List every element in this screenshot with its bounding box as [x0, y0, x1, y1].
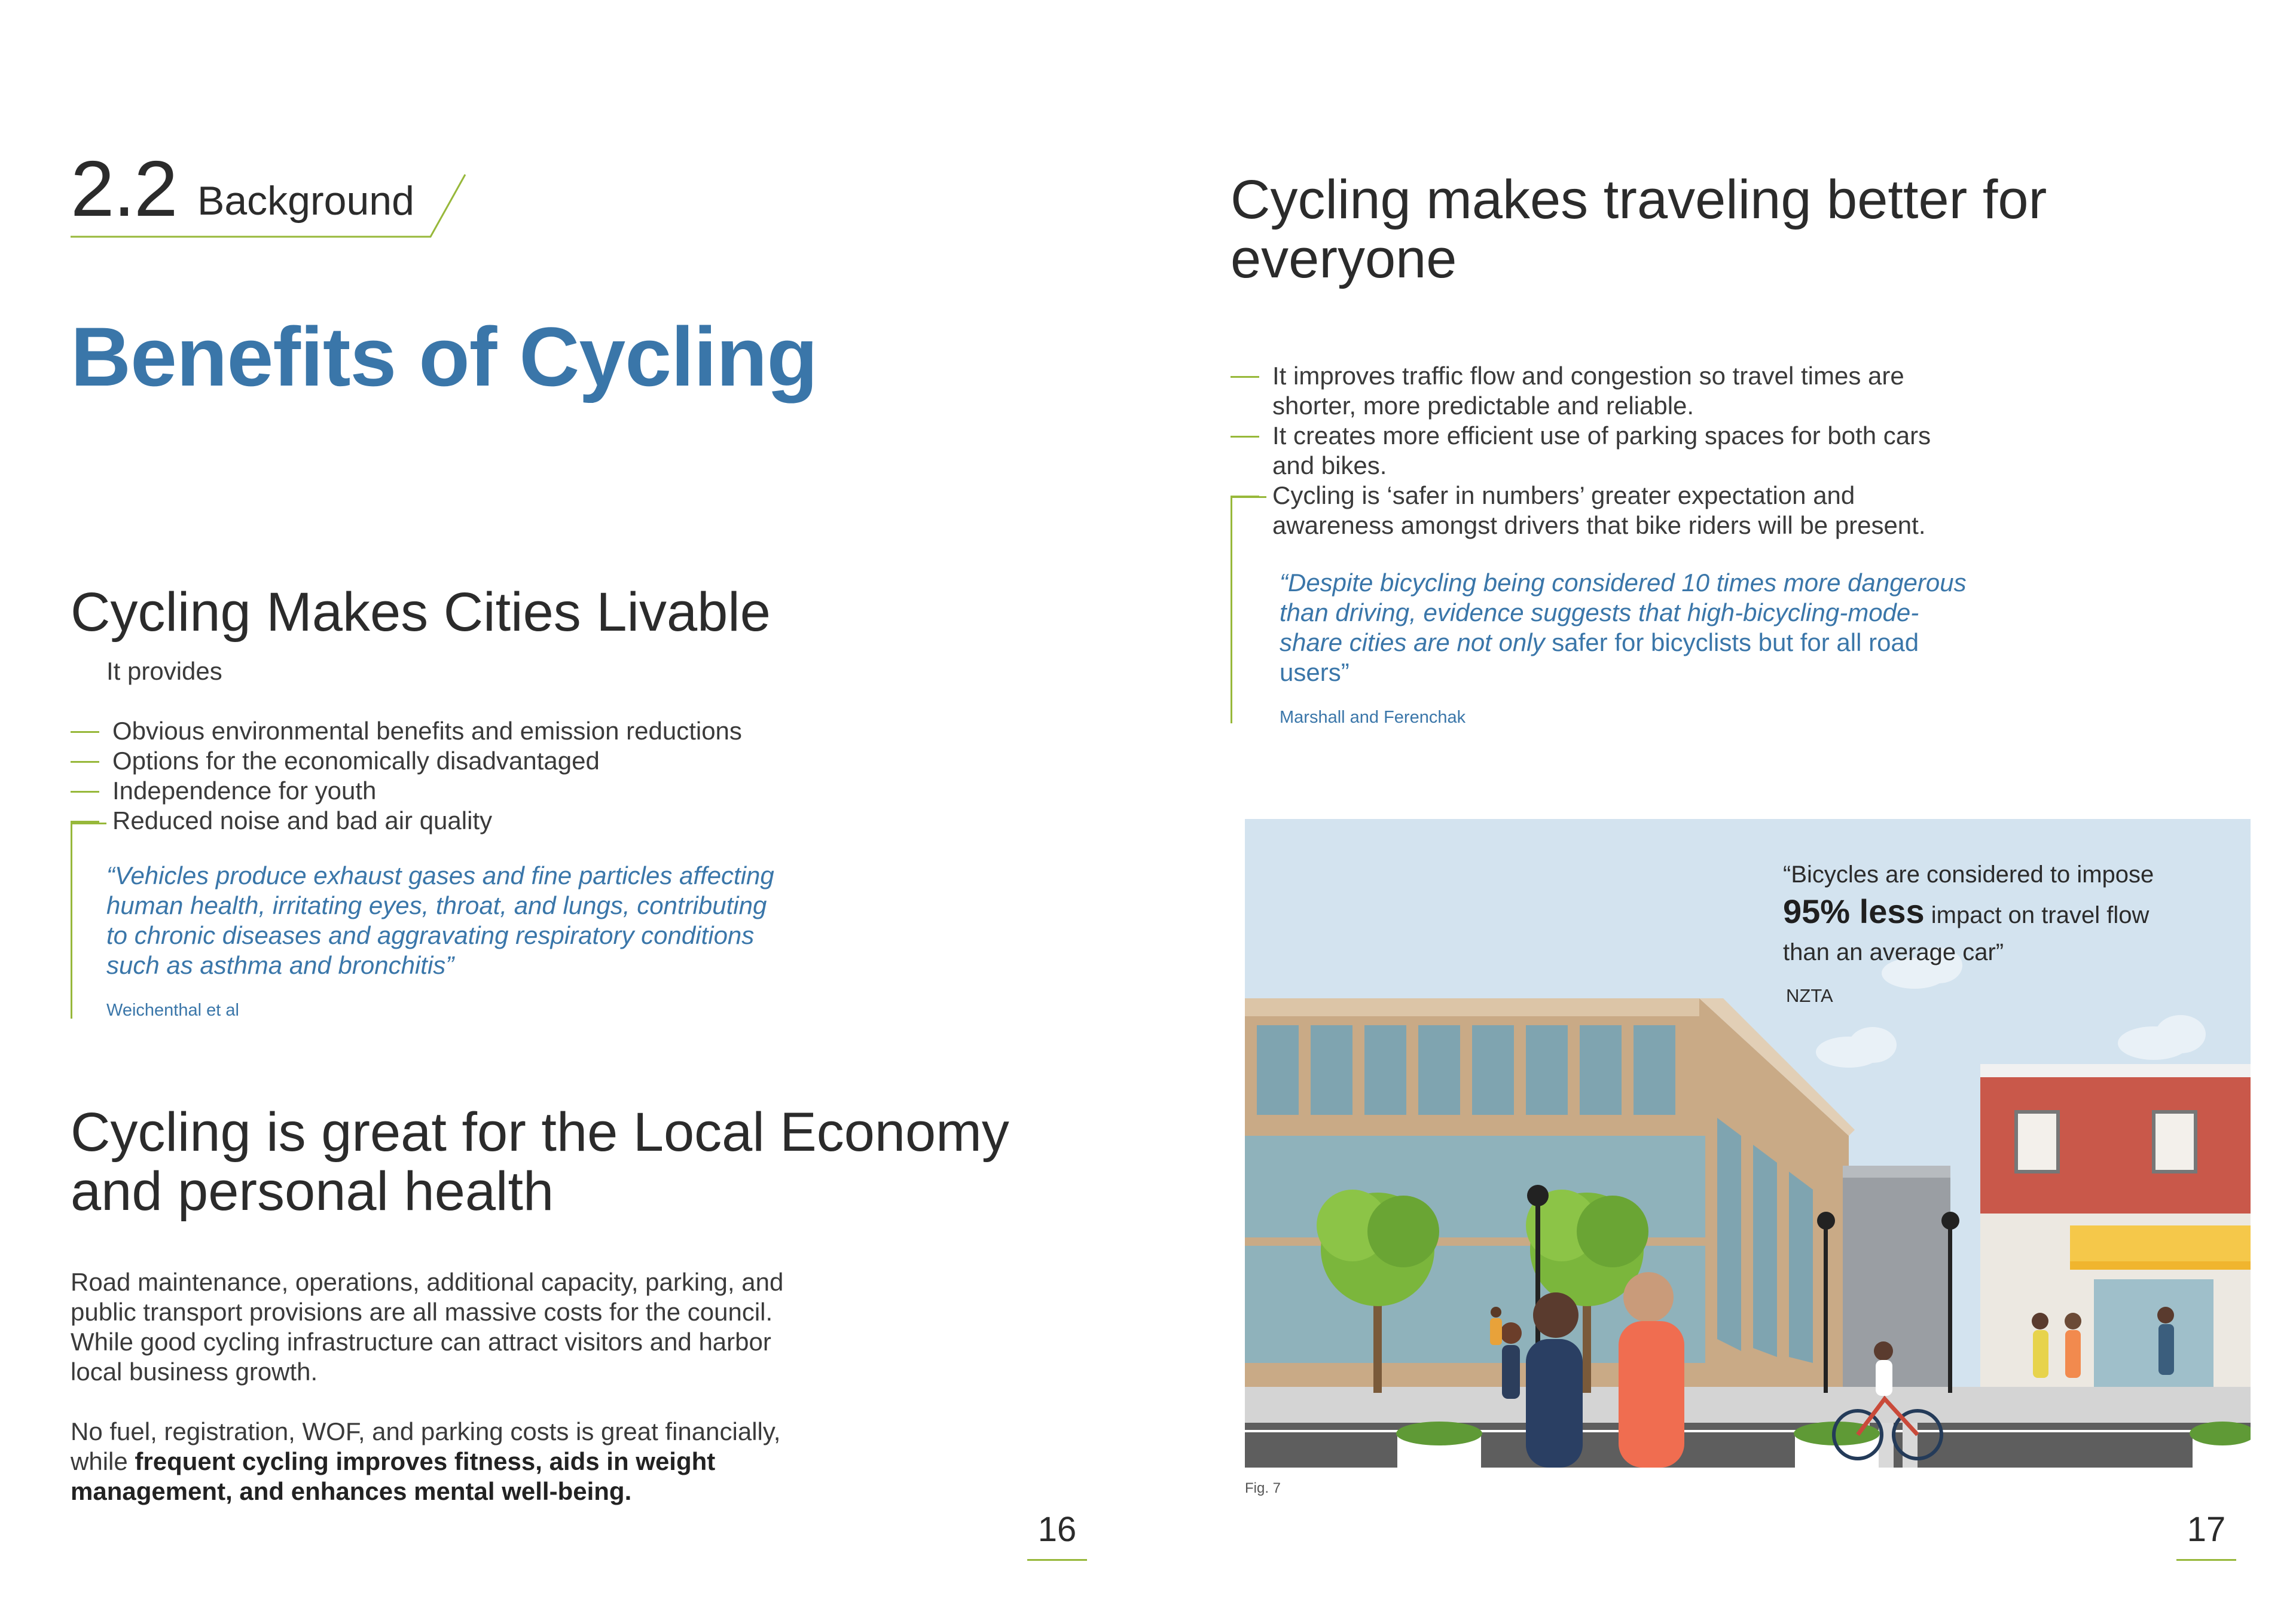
page-number-left: 16	[1037, 1510, 1077, 1549]
livable-heading: Cycling Makes Cities Livable	[71, 582, 771, 643]
list-item: Independence for youth	[71, 776, 788, 806]
illustration-quote-source: NZTA	[1786, 985, 1833, 1006]
livable-intro: It provides	[106, 657, 222, 685]
illustration-quote	[1783, 856, 2202, 971]
economy-paragraph-1: Road maintenance, operations, additional capacity, parking, and public transport provisions are all massive costs for the council. While good cycling infrastructure can attract visitors and harbor local business growth.	[71, 1268, 784, 1386]
section-underline	[71, 167, 477, 239]
travel-heading: Cycling makes traveling better for everyone	[1231, 169, 2047, 290]
person-icon	[1526, 1292, 1583, 1468]
quote-bracket	[71, 823, 106, 1019]
economy-paragraph-2-lead: No fuel, registration, WOF, and parking costs is great financially, while	[71, 1417, 781, 1475]
section-number: 2.2	[71, 145, 177, 233]
travel-quote	[1280, 568, 1967, 687]
quote-bracket	[1231, 496, 1266, 723]
list-item: Cycling is ‘safer in numbers’ greater expectation and awareness amongst drivers that bike riders will be present.	[1231, 481, 1972, 540]
list-item: It creates more efficient use of parking spaces for both cars and bikes.	[1231, 421, 1972, 481]
section-name: Background	[197, 178, 414, 224]
list-item: Reduced noise and bad air quality	[71, 806, 788, 836]
person-icon	[1500, 1322, 1522, 1399]
list-item: Obvious environmental benefits and emission reductions	[71, 716, 788, 746]
list-item: Options for the economically disadvantaged	[71, 746, 788, 776]
livable-quote: “Vehicles produce exhaust gases and fine particles affecting human health, irritating eyes, throat, and lungs, contributing to chronic diseases and aggravating respiratory conditions such as asthma and bronchitis”	[106, 861, 774, 979]
travel-list	[1231, 361, 1972, 540]
livable-quote-source: Weichenthal et al	[106, 1001, 239, 1020]
illustration-quote-highlight: 95% less	[1783, 893, 1925, 930]
travel-quote-italic: “Despite bicycling being considered 10 times more dangerous than driving, evidence suggests that high-bicycling-mode-share cities are not only	[1280, 568, 1967, 656]
illustration-quote-line2: impact on travel flow than an average car”	[1783, 902, 2150, 965]
page-number-right: 17	[2187, 1510, 2226, 1549]
figure-caption: Fig. 7	[1245, 1480, 1281, 1496]
person-icon	[1490, 1307, 1502, 1345]
economy-paragraph-2	[71, 1417, 788, 1506]
page-number-underline	[1027, 1559, 1087, 1561]
illustration-quote-line1: “Bicycles are considered to impose	[1783, 861, 2154, 888]
travel-quote-normal: safer for bicyclists but for all road users”	[1280, 628, 1919, 686]
economy-heading: Cycling is great for the Local Economy and personal health	[71, 1102, 1009, 1222]
list-item: It improves traffic flow and congestion so travel times are shorter, more predictable and reliable.	[1231, 361, 1972, 421]
livable-list	[71, 716, 788, 836]
economy-paragraph-2-bold: frequent cycling improves fitness, aids in weight management, and enhances mental well-being.	[71, 1447, 716, 1505]
page-title: Benefits of Cycling	[71, 310, 817, 404]
travel-quote-source: Marshall and Ferenchak	[1280, 708, 1466, 727]
page-number-underline	[2176, 1559, 2236, 1561]
